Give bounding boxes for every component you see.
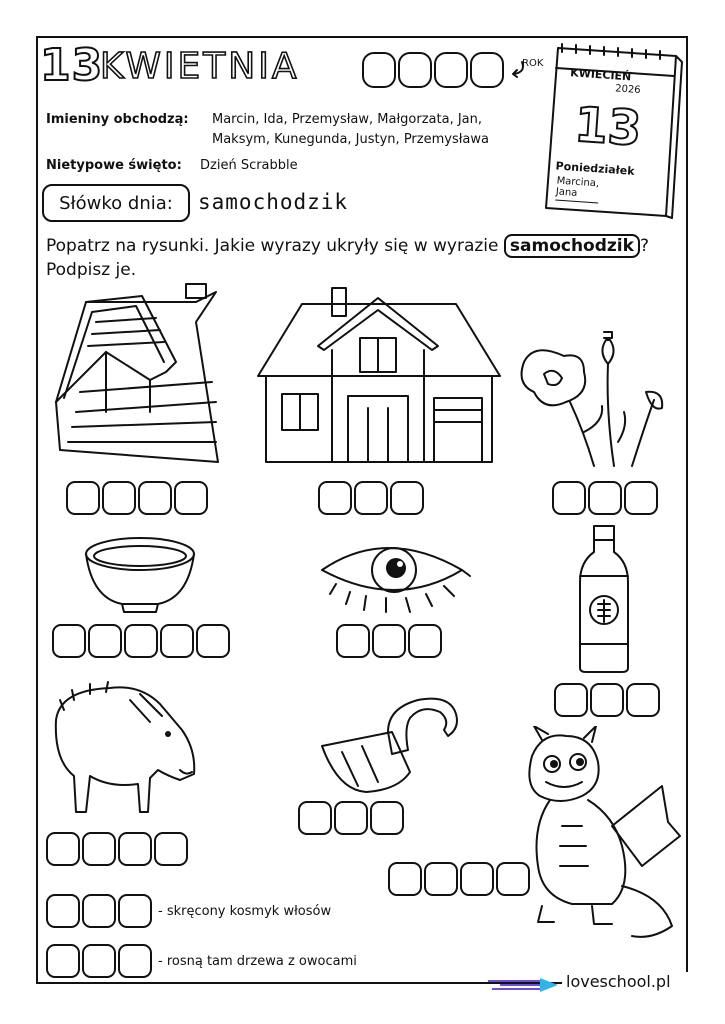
letter-box[interactable] — [160, 624, 194, 658]
letter-box[interactable] — [388, 862, 422, 896]
word-of-day-label: Słówko dnia: — [42, 184, 190, 222]
arrow-icon — [508, 60, 530, 80]
letter-box[interactable] — [118, 944, 152, 978]
names-line-2: Maksym, Kunegunda, Justyn, Przemysława — [212, 132, 489, 147]
letter-box[interactable] — [118, 894, 152, 928]
letter-box[interactable] — [82, 832, 116, 866]
date-month: KWIETNIA — [100, 46, 300, 87]
letter-box[interactable] — [552, 481, 586, 515]
letter-box[interactable] — [46, 894, 80, 928]
letter-box[interactable] — [196, 624, 230, 658]
letter-box[interactable] — [118, 832, 152, 866]
letter-box[interactable] — [82, 944, 116, 978]
dragon-icon — [502, 726, 682, 952]
calendar-month: KWIECIEŃ — [569, 66, 632, 84]
letter-box[interactable] — [66, 481, 100, 515]
letter-box[interactable] — [138, 481, 172, 515]
clue-text: - rosną tam drzewa z owocami — [158, 953, 357, 969]
task-line-2: Podpisz je. — [46, 260, 137, 280]
answer-boxes-eye — [336, 624, 442, 658]
names-line-1: Marcin, Ida, Przemysław, Małgorzata, Jan, — [212, 112, 483, 127]
answer-boxes-bowl — [52, 624, 230, 658]
calendar-names: Marcina, Jana — [555, 176, 599, 204]
letter-box[interactable] — [370, 801, 404, 835]
holiday-name: Dzień Scrabble — [200, 158, 298, 173]
clue-row-1 — [46, 894, 331, 928]
clue-text: - skręcony kosmyk włosów — [158, 903, 332, 919]
letter-box[interactable] — [590, 683, 624, 717]
letter-box[interactable] — [390, 481, 424, 515]
task-highlight-word: samochodzik — [504, 234, 640, 258]
letter-box[interactable] — [154, 832, 188, 866]
letter-box[interactable] — [82, 894, 116, 928]
answer-boxes-poppy — [552, 481, 658, 515]
letter-box[interactable] — [372, 624, 406, 658]
letter-box[interactable] — [626, 683, 660, 717]
letter-box[interactable] — [588, 481, 622, 515]
wild-boar-icon — [50, 680, 198, 818]
task-instruction — [46, 234, 686, 282]
calendar-weekday: Poniedziałek — [555, 159, 635, 178]
letter-box[interactable] — [46, 944, 80, 978]
task-text-end: ? — [639, 236, 649, 256]
letter-box[interactable] — [88, 624, 122, 658]
site-logo: loveschool.pl — [562, 972, 697, 991]
letter-box[interactable] — [408, 624, 442, 658]
letter-box[interactable] — [460, 862, 494, 896]
letter-box[interactable] — [124, 624, 158, 658]
year-box[interactable] — [362, 52, 396, 88]
date-day: 13 — [40, 40, 104, 91]
roof-icon — [46, 282, 226, 468]
poppy-icon — [514, 322, 668, 468]
letter-box[interactable] — [46, 832, 80, 866]
letter-box[interactable] — [318, 481, 352, 515]
holiday-label: Nietypowe święto: — [46, 158, 182, 173]
hook-icon — [318, 692, 468, 796]
letter-box[interactable] — [52, 624, 86, 658]
year-box[interactable] — [434, 52, 468, 88]
letter-box[interactable] — [554, 683, 588, 717]
letter-box[interactable] — [102, 481, 136, 515]
bottle-juice-icon — [576, 522, 632, 676]
answer-boxes-dragon — [388, 862, 530, 896]
year-box[interactable] — [470, 52, 504, 88]
bowl-icon — [82, 534, 198, 614]
calendar-day: 13 — [572, 96, 644, 158]
calendar-year: 2026 — [614, 83, 641, 97]
task-text: Popatrz na rysunki. Jakie wyrazy ukryły się w wyrazie — [46, 236, 504, 256]
word-of-day: samochodzik — [198, 190, 349, 214]
letter-box[interactable] — [354, 481, 388, 515]
answer-boxes-roof — [66, 481, 208, 515]
year-label: ROK — [522, 58, 544, 69]
letter-box[interactable] — [336, 624, 370, 658]
speed-arrow-icon — [486, 976, 562, 994]
year-box[interactable] — [398, 52, 432, 88]
letter-box[interactable] — [298, 801, 332, 835]
letter-box[interactable] — [174, 481, 208, 515]
letter-box[interactable] — [496, 862, 530, 896]
answer-boxes-house — [318, 481, 424, 515]
names-label: Imieniny obchodzą: — [46, 112, 189, 127]
letter-box[interactable] — [624, 481, 658, 515]
letter-box[interactable] — [424, 862, 458, 896]
eye-icon — [316, 540, 474, 614]
house-icon — [252, 286, 506, 466]
answer-boxes-boar — [46, 832, 188, 866]
answer-boxes-hook — [298, 801, 404, 835]
answer-boxes-bottle — [554, 683, 660, 717]
letter-box[interactable] — [334, 801, 368, 835]
clue-row-2 — [46, 944, 357, 978]
